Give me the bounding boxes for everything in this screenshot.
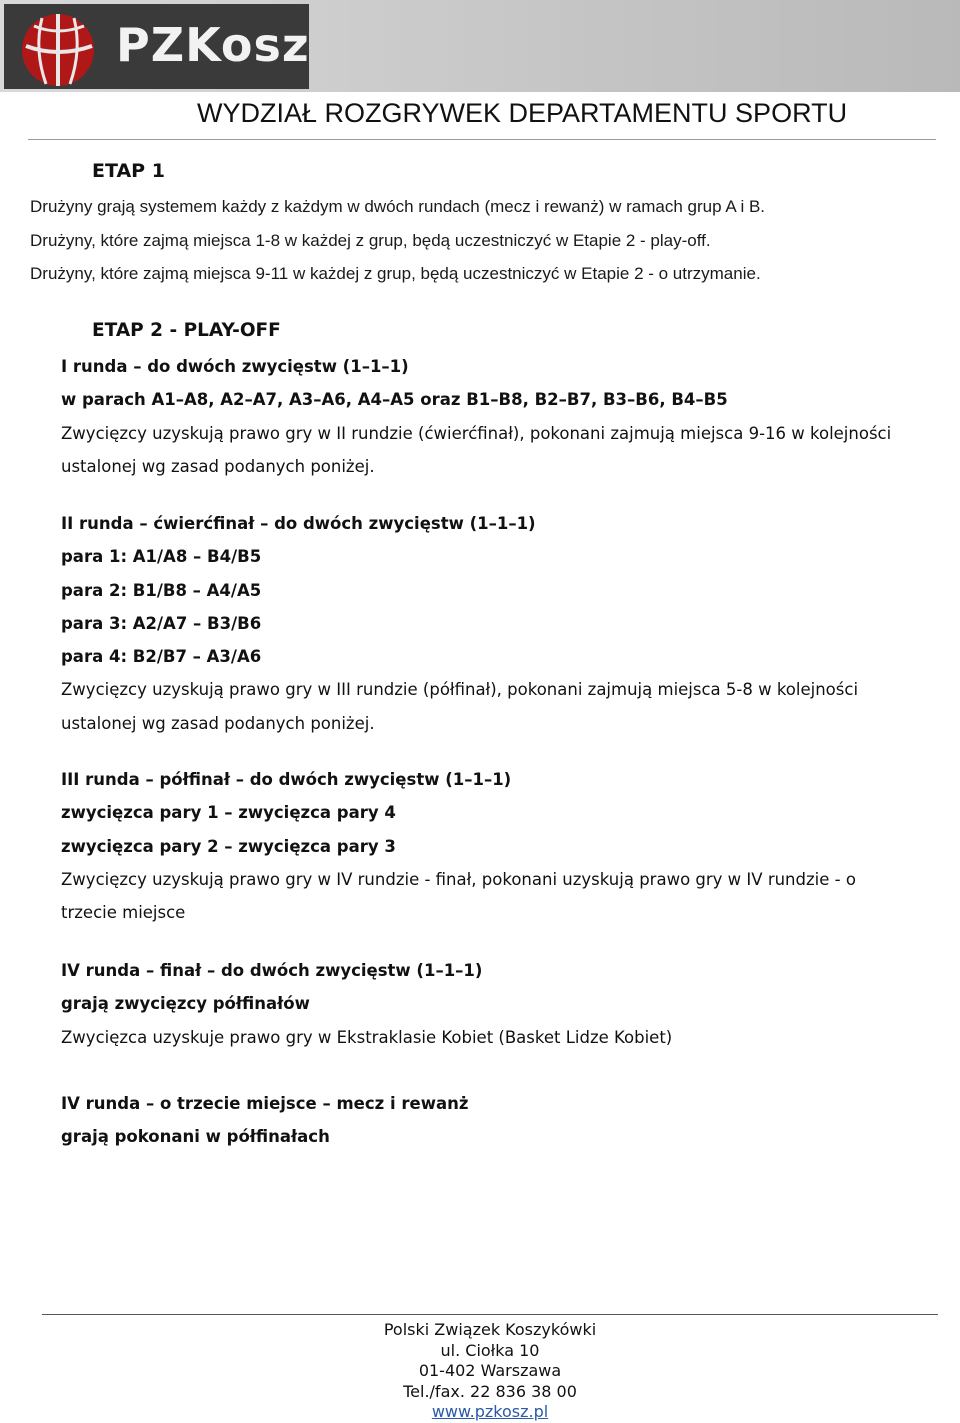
footer-divider	[42, 1314, 938, 1315]
round2-title: II runda – ćwierćfinał – do dwóch zwycięstw (1–1–1)	[61, 514, 536, 533]
etap1-line: Drużyny grają systemem każdy z każdym w dwóch rundach (mecz i rewanż) w ramach grup A i B.	[30, 197, 766, 216]
third-place-title: IV runda – o trzecie miejsce – mecz i rewanż	[61, 1094, 469, 1113]
round1-title: I runda – do dwóch zwycięstw (1–1–1)	[61, 357, 409, 376]
etap1-line: Drużyny, które zajmą miejsca 1-8 w każdej z grup, będą uczestniczyć w Etapie 2 - play-off.	[30, 230, 711, 250]
final-note: Zwycięzca uzyskuje prawo gry w Ekstraklasie Kobiet (Basket Lidze Kobiet)	[61, 1027, 673, 1047]
round3-pair: zwycięzca pary 2 – zwycięzca pary 3	[61, 836, 396, 856]
final-section	[61, 960, 941, 1060]
round1-pairs: w parach A1–A8, A2–A7, A3–A6, A4–A5 oraz B1–B8, B2–B7, B3–B6, B4–B5	[61, 390, 728, 410]
department-title: WYDZIAŁ ROZGRYWEK DEPARTAMENTU SPORTU	[197, 98, 848, 128]
round3-note: trzecie miejsce	[61, 903, 186, 923]
round2-note: Zwycięzcy uzyskują prawo gry w III rundzie (półfinał), pokonani zajmują miejsca 5-8 w kolejności	[61, 680, 859, 700]
final-line: grają zwycięzcy półfinałów	[61, 994, 310, 1014]
round2-pair: para 4: B2/B7 – A3/A6	[61, 647, 262, 667]
third-place-line: grają pokonani w półfinałach	[61, 1127, 330, 1147]
etap1-heading: ETAP 1	[92, 160, 165, 182]
round1-note: ustalonej wg zasad podanych poniżej.	[61, 456, 375, 476]
round3-pair: zwycięzca pary 1 – zwycięzca pary 4	[61, 803, 396, 823]
round2-pair: para 1: A1/A8 – B4/B5	[61, 547, 262, 567]
round3-section	[61, 769, 941, 935]
pzkosz-logo	[4, 4, 309, 89]
round2-pair: para 3: A2/A7 – B3/B6	[61, 613, 262, 633]
round3-note: Zwycięzcy uzyskują prawo gry w IV rundzie - finał, pokonani uzyskują prawo gry w IV rundzie - o	[61, 869, 856, 889]
footer	[290, 1320, 690, 1423]
header-banner	[0, 0, 960, 92]
round2-note: ustalonej wg zasad podanych poniżej.	[61, 713, 375, 733]
header-divider	[28, 139, 936, 140]
round2-pair: para 2: B1/B8 – A4/A5	[61, 580, 262, 600]
footer-org: Polski Związek Koszykówki	[383, 1320, 597, 1339]
etap2-heading: ETAP 2 - PLAY-OFF	[92, 320, 281, 341]
etap1-description	[30, 196, 765, 297]
round2-section	[61, 513, 941, 746]
footer-city: 01-402 Warszawa	[418, 1361, 562, 1380]
round1-section	[61, 356, 941, 489]
final-title: IV runda – finał – do dwóch zwycięstw (1–1–1)	[61, 961, 483, 980]
footer-street: ul. Ciołka 10	[440, 1340, 540, 1360]
logo-text: PZKosz	[116, 18, 310, 72]
footer-website-link[interactable]: www.pzkosz.pl	[431, 1402, 549, 1421]
round3-title: III runda – półfinał – do dwóch zwycięstw (1–1–1)	[61, 770, 512, 789]
footer-phone: Tel./fax. 22 836 38 00	[403, 1381, 577, 1401]
basketball-icon	[12, 6, 108, 90]
third-place-section	[61, 1093, 941, 1160]
etap1-line: Drużyny, które zajmą miejsca 9-11 w każdej z grup, będą uczestniczyć w Etapie 2 - o utrzymanie.	[30, 264, 761, 283]
round1-note: Zwycięzcy uzyskują prawo gry w II rundzie (ćwierćfinał), pokonani zajmują miejsca 9-16 w kolejności	[61, 423, 892, 443]
